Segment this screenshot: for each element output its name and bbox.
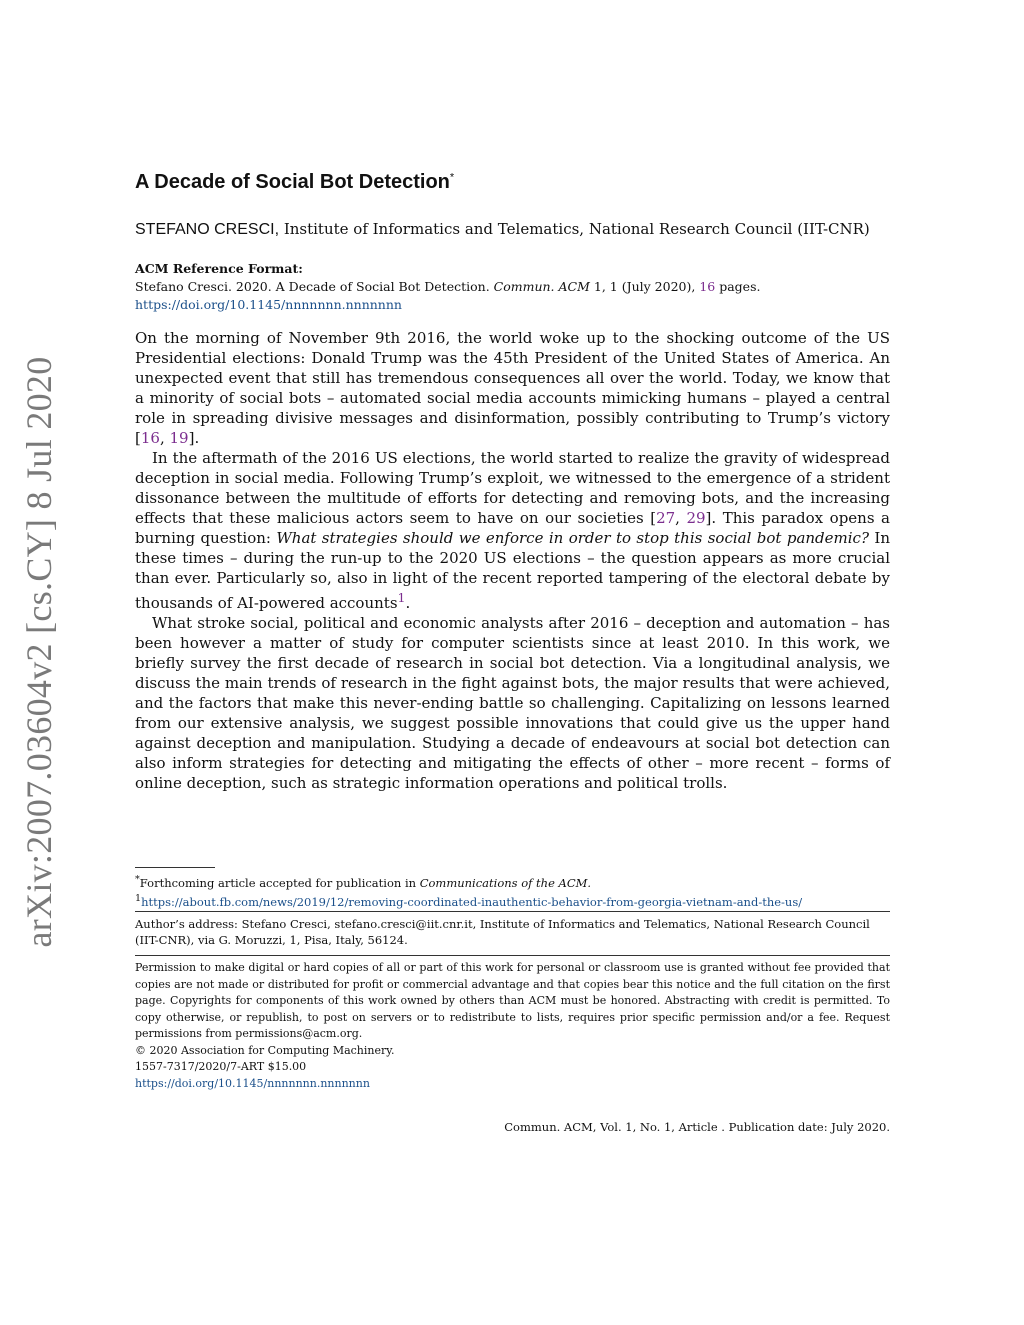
author-line <box>135 220 890 239</box>
copyright-line: © 2020 Association for Computing Machinery. <box>135 1043 395 1057</box>
permission-notice <box>135 960 890 1092</box>
permission-text: Permission to make digital or hard copies of all or part of this work for personal or classroom use is granted without fee provided that copies are not made or distributed for profit or commercial advantage and that copies bear this notice and the full citation on the first page. Copyrights for components of this work owned by others than ACM must be honored. Abstracting with credit is permitted. To copy otherwise, or republish, to post on servers or to redistribute to lists, requires prior specific permission and/or a fee. Request permissions from permissions@acm.org. <box>135 961 890 1040</box>
footnote-1: $^1$https://about.fb.com/news/2019/12/removing-coordinated-inauthentic-behavior-from-georgia-vietnam-and-the-us/ <box>135 892 803 909</box>
research-question: What strategies should we enforce in order to stop this social bot pandemic? <box>276 529 869 547</box>
reference-doi-link[interactable]: https://doi.org/10.1145/nnnnnnn.nnnnnnn <box>135 297 402 312</box>
author-address: Author’s address: Stefano Cresci, stefano.cresci@iit.cnr.it, Institute of Informatics and Telematics, National Research Council (IIT-CNR), via G. Moruzzi, 1, Pisa, Italy, 56124. <box>135 917 870 947</box>
divider <box>135 911 890 912</box>
paragraph-3: What stroke social, political and economic analysts after 2016 – deception and automation – has been however a matter of study for computer scientists since at least 2010. In this work, we briefly survey the first decade of research in social bot detection. Via a longitudinal analysis, we discuss the main trends of research in the fight against bots, the major results that were achieved, and the factors that make this never-ending battle so challenging. Capitalizing on lessons learned from our extensive analysis, we suggest possible innovations that could give us the upper hand against deception and manipulation. Studying a decade of endeavours at social bot detection can also inform strategies for detecting and mitigating the effects of other – more recent – forms of online deception, such as strategic information operations and political trolls. <box>135 614 890 792</box>
reference-citation: Stefano Cresci. 2020. A Decade of Social Bot Detection. Commun. ACM 1, 1 (July 2020), 16 pages. https://doi.org/10.1145/nnnnnnn.nnnnnnn <box>135 279 761 312</box>
footnotes <box>135 872 890 910</box>
footnote-url-link[interactable]: https://about.fb.com/news/2019/12/removing-coordinated-inauthentic-behavior-from-georgia-vietnam-and-the-us/ <box>141 894 803 909</box>
author-name: STEFANO CRESCI, <box>135 221 280 238</box>
reference-heading: ACM Reference Format: <box>135 261 303 276</box>
footnote-rule <box>135 867 215 868</box>
citation-link[interactable]: 16 <box>140 429 160 447</box>
footnote-star: *Forthcoming article accepted for publication in Communications of the ACM. <box>135 874 592 890</box>
arxiv-sidebar-stamp <box>14 356 64 948</box>
paragraph-2: In the aftermath of the 2016 US elections, the world started to realize the gravity of widespread deception in social media. Following Trump’s exploit, we witnessed to the emergence of a strident dissonance between the multitude of efforts for detecting and removing bots, and the increasing effects that these malicious actors seem to have on our societies [27, 29]. This paradox opens a burning question: What strategies should we enforce in order to stop this social bot pandemic? In these times – during the run-up to the 2020 US elections – the question appears as more crucial than ever. Particularly so, also in light of the recent reported tampering of the electoral debate by thousands of AI-powered accounts$^1$. <box>135 449 890 612</box>
permission-doi-link[interactable]: https://doi.org/10.1145/nnnnnnn.nnnnnnn <box>135 1076 370 1090</box>
footnote-link[interactable]: 1 <box>397 590 406 605</box>
citation-link[interactable]: 27 <box>656 509 676 527</box>
paper-title: A Decade of Social Bot Detection* <box>135 171 455 193</box>
body-text <box>135 328 890 793</box>
acm-reference-format <box>135 260 890 314</box>
citation-link[interactable]: 29 <box>686 509 706 527</box>
running-footer: Commun. ACM, Vol. 1, No. 1, Article . Publication date: July 2020. <box>504 1120 890 1134</box>
reference-journal: Commun. ACM <box>493 279 590 294</box>
citation-link[interactable]: 19 <box>169 429 189 447</box>
divider <box>135 955 890 956</box>
author-affiliation: Institute of Informatics and Telematics, National Research Council (IIT-CNR) <box>283 220 870 238</box>
title-footnote-mark: * <box>449 171 455 184</box>
arxiv-identifier: arXiv:2007.03604v2 [cs.CY] 8 Jul 2020 <box>19 356 59 948</box>
pages-link[interactable]: 16 <box>699 279 716 294</box>
issn-line: 1557-7317/2020/7-ART $15.00 <box>135 1060 307 1073</box>
paragraph-1: On the morning of November 9th 2016, the world woke up to the shocking outcome of the US Presidential elections: Donald Trump was the 45th President of the United States of America. An unexpected event that still has tremendous consequences all over the world. Today, we know that a minority of social bots – automated social media accounts mimicking humans – played a central role in spreading divisive messages and disinformation, possibly contributing to Trump’s victory [16, 19]. <box>135 329 890 447</box>
